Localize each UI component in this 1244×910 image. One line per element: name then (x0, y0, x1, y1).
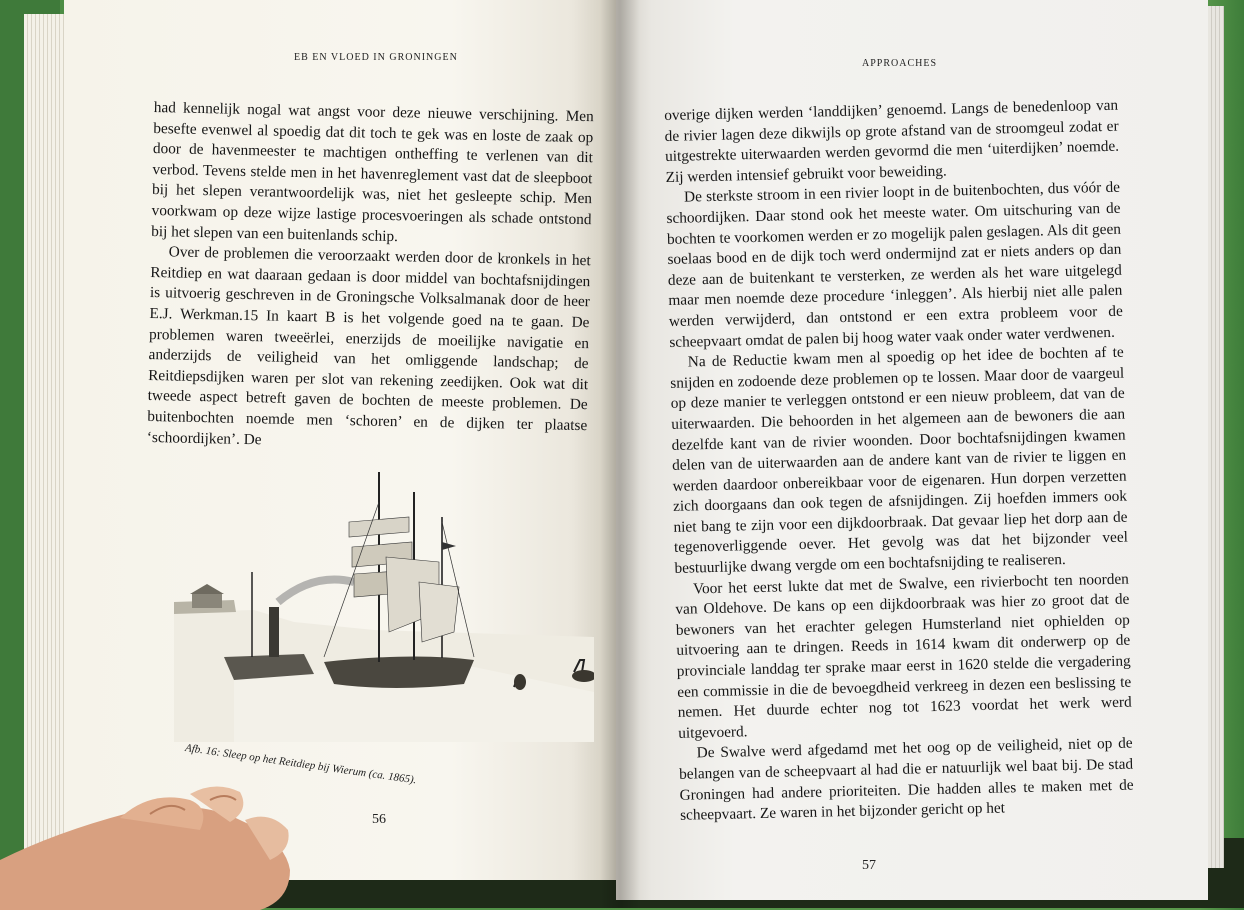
paragraph: Voor het eerst lukte dat met de Swalve, een rivierbocht ten noorden van Oldehove. De kans op een dijkdoorbraak was hier zo groot dat de bewoners van het erachter gelegen Humsterland niet ophielden op uitvoering aan te dringen. Reeds in 1614 kwam dit onderwerp op de provinciale landdag ter sprake maar eerst in 1620 stelde die vergadering een commissie in die de bevoegdheid verkreeg in dezen een beslissing te nemen. Het duurde echter nog tot 1623 voordat het werk werd uitgevoerd. (675, 570, 1132, 742)
page-number-left: 56 (372, 812, 386, 827)
book-gutter-shadow (600, 0, 640, 908)
right-page-text (664, 96, 1134, 827)
right-page (616, 0, 1208, 900)
left-page (64, 0, 616, 880)
hand-holding-book (0, 770, 300, 910)
paragraph: Na de Reductie kwam men al spoedig op het idee de bochten af te snijden en zodoende deze problemen op te lossen. Maar door de vaargeul op deze manier te verleggen ontstond er een nieuw probleem, dat van de uiterwaarden. Die behoorden in het algemeen aan de bewoners die aan dezelfde kant van de rivier woonden. Door bochtafsnijdingen kwamen delen van de uiterwaarden aan de andere kant van de rivier te liggen en werden daardoor onbereikbaar voor de eigenaren. Hun dorpen verzetten zich doorgaans dan ook tegen de afsnijdingen. Zij hoefden immers ook niet bang te zijn voor een dijkdoorbraak. Dat gevaar liep het dorp aan de tegenoverliggende oever. Het gevolg was dat het bijzonder veel bestuurlijke dwang vergde om een bochtafsnijding te realiseren. (670, 343, 1129, 577)
page-number-right: 57 (862, 858, 876, 873)
running-head-left: EB EN VLOED IN GRONINGEN (294, 52, 458, 63)
paragraph: had kennelijk nogal wat angst voor deze nieuwe verschijning. Men besefte evenwel al spoedig dat dit toch te gek was en loste de zaak op door de havenmeester te machtigen ontheffing te verlenen van dit verbod. Tevens stelde men in het havenreglement vast dat de sleepboot bij het slepen verantwoordelijk was, niet het gesleepte schip. Men voorkwam op deze wijze lastige procesvoeringen als schade ontstond bij het slepen van een buitenlands schip. (151, 98, 594, 245)
paragraph: overige dijken werden ‘landdijken’ genoemd. Langs de benedenloop van de rivier lagen deze dikwijls op grote afstand van de stroomgeul zodat er uitgestrekte uiterwaarden werden gevormd die men ‘uiterdijken’ noemde. Zij werden intensief gebruikt voor beweiding. (664, 96, 1120, 186)
running-head-right: APPROACHES (862, 58, 938, 69)
paragraph: De Swalve werd afgedamd met het oog op de veiligheid, niet op de belangen van de scheepvaart al had die er natuurlijk wel baat bij. De stad Groningen had andere prioriteiten. Die hadden alles te maken met de scheepvaart. Ze waren in het bijzonder gericht op het (678, 734, 1134, 825)
figure-caption: Afb. 16: Sleep op het Reitdiep bij Wierum (ca. 1865). (184, 742, 418, 787)
paragraph: De sterkste stroom in een rivier loopt in de buitenbochten, dus vóór de schoordijken. Daar stond ook het meeste water. Om uitschuring van de bochten te voorkomen werden er zo mogelijk palen geslagen. Als dit geen soelaas bood en de dijk toch werd ondermijnd zat er niets anders op dan deze aan de buitenkant te versterken, ze werden als het ware uitgelegd maar men noemde deze procedure ‘inleggen’. Als hierbij niet alle palen werden verwijderd, dan ontstond er een extra probleem voor de scheepvaart omdat de palen bij hoog water vaak onder water verdwenen. (666, 179, 1123, 351)
ship-illustration (174, 462, 594, 742)
paragraph: Over de problemen die veroorzaakt werden door de kronkels in het Reitdiep en wat daaraan gedaan is door middel van bochtafsnijdingen is uitvoerig geschreven in de Groningsche Volksalmanak door de heer E.J. Werkman.15 In kaart B is het volgende goed na te gaan. De problemen waren tweeërlei, enerzijds de moeilijke navigatie en anderzijds de veiligheid van het omliggende landschap; de Reitdiepsdijken waren per slot van rekening zeedijken. Ook wat dit tweede aspect betreft gaven de bochten de meeste problemen. De buitenbochten noemde men ‘schoren’ en de dijken ter plaatse ‘schoordijken’. De (146, 243, 591, 448)
left-page-text (147, 98, 594, 457)
